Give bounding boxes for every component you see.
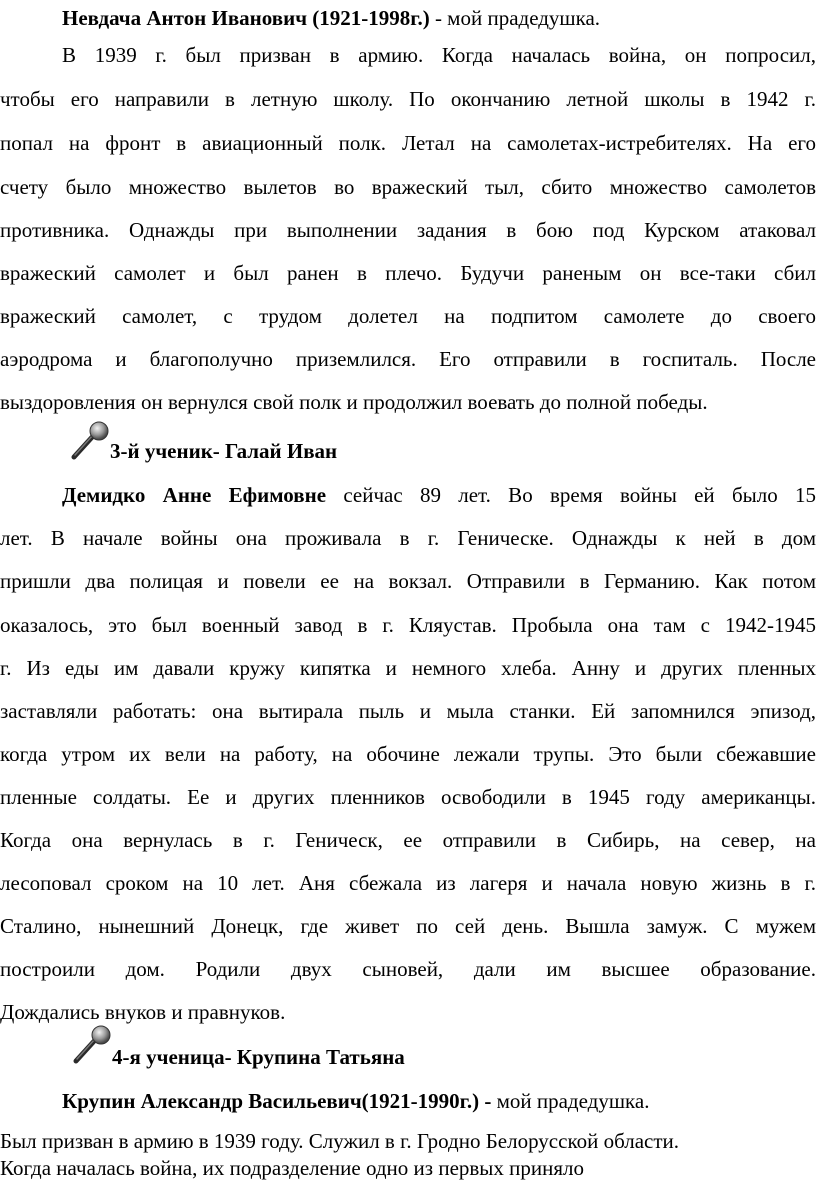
text-line: Сталино, нынешний Донецк, где живет по сей день. Вышла замуж. С мужем [0, 914, 816, 938]
microphone-icon [70, 1024, 112, 1066]
text-line: Был призван в армию в 1939 году. Служил в г. Гродно Белорусской области. [0, 1129, 680, 1153]
text-line: г. Из еды им давали кружу кипятка и немного хлеба. Анну и других пленных [0, 656, 816, 680]
text-line: заставляли работать: она вытирала пыль и мыла станки. Ей запомнился эпизод, [0, 699, 816, 723]
person-name: Демидко Анне Ефимовне [62, 483, 327, 507]
person-name: Крупин Александр Васильевич(1921-1990г.) [62, 1089, 480, 1113]
microphone-icon [68, 420, 110, 462]
text-line: чтобы его направили в летную школу. По окончанию летной школы в 1942 г. [0, 87, 816, 111]
paragraph-title [0, 1088, 816, 1114]
text-line: Дождались внуков и правнуков. [0, 1000, 286, 1024]
title-separator: - [479, 1089, 497, 1113]
student-heading: 3-й ученик- Галай Иван [110, 439, 338, 463]
title-suffix: мой прадедушка. [496, 1089, 650, 1113]
text-line: Когда началась война, их подразделение одно из первых приняло [0, 1156, 585, 1180]
text-line: В 1939 г. был призван в армию. Когда началась война, он попросил, [62, 43, 816, 67]
text-line: выздоровления он вернулся свой полк и продолжил воевать до полной победы. [0, 390, 708, 414]
text-line: когда утром их вели на работу, на обочине лежали трупы. Это были сбежавшие [0, 742, 816, 766]
text-line: аэродрома и благополучно приземлился. Его отправили в госпиталь. После [0, 347, 816, 371]
text-line: попал на фронт в авиационный полк. Летал на самолетах-истребителях. На его [0, 131, 816, 155]
text-line: вражеский самолет, с трудом долетел на подпитом самолете до своего [0, 304, 816, 328]
person-name: Невдача Антон Иванович (1921-1998г.) [62, 6, 430, 30]
paragraph-title [0, 5, 816, 31]
text-line: лесоповал сроком на 10 лет. Аня сбежала из лагеря и начала новую жизнь в г. [0, 871, 816, 895]
text-line: вражеский самолет и был ранен в плечо. Будучи раненым он все-таки сбил [0, 261, 816, 285]
student-heading: 4-я ученица- Крупина Татьяна [112, 1045, 405, 1069]
text-line: пленные солдаты. Ее и других пленников освободили в 1945 году американцы. [0, 785, 816, 809]
text-line: противника. Однажды при выполнении задания в бою под Курском атаковал [0, 218, 816, 242]
text-line: лет. В начале войны она проживала в г. Геническе. Однажды к ней в дом [0, 526, 816, 550]
text-line: пришли два полицая и повели ее на вокзал. Отправили в Германию. Как потом [0, 569, 816, 593]
title-suffix: - мой прадедушка. [429, 6, 601, 30]
text-line: оказалось, это был военный завод в г. Кляустав. Пробыла она там с 1942-1945 [0, 613, 816, 637]
first-line-rest: сейчас 89 лет. Во время войны ей было 15 [326, 483, 816, 507]
text-line: счету было множество вылетов во вражеский тыл, сбито множество самолетов [0, 175, 816, 199]
paragraph-first-line [0, 482, 816, 508]
text-line: Когда она вернулась в г. Геническ, ее отправили в Сибирь, на север, на [0, 828, 816, 852]
text-line: построили дом. Родили двух сыновей, дали им высшее образование. [0, 957, 816, 981]
